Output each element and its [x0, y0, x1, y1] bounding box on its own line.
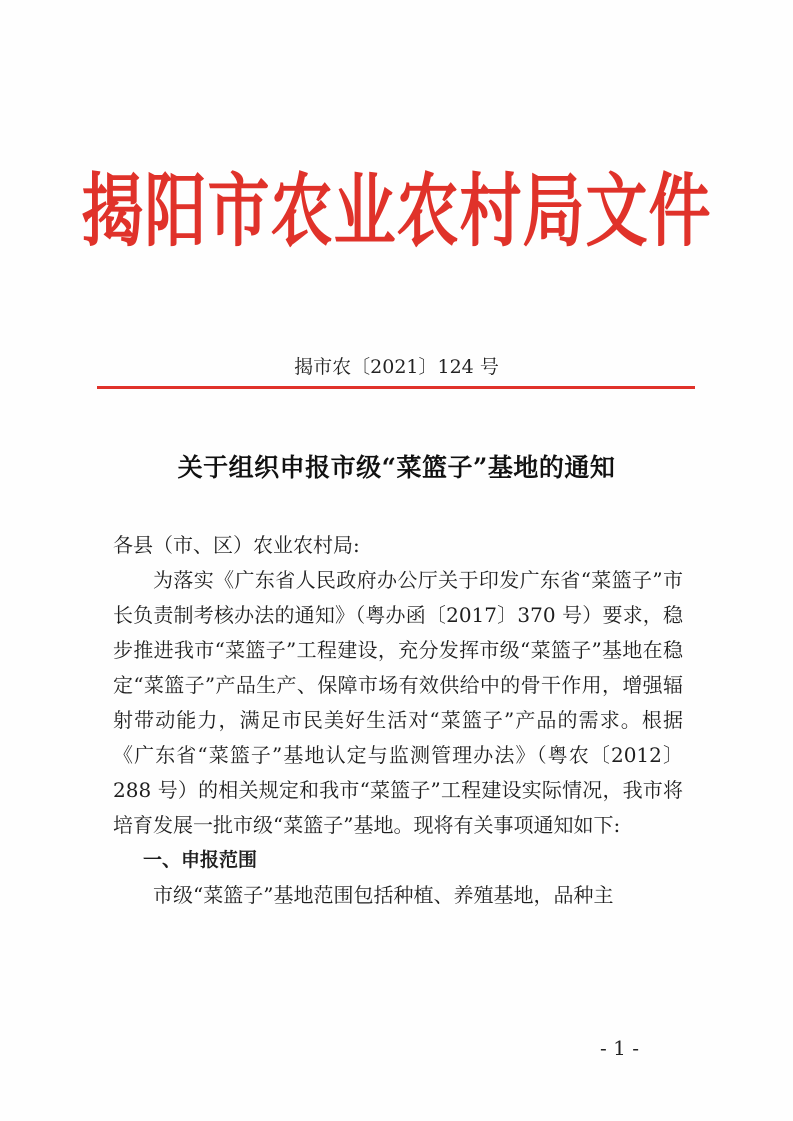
document-body	[113, 528, 683, 913]
paragraph-scope: 市级“菜篮子”基地范围包括种植、养殖基地，品种主	[153, 883, 614, 907]
notice-title: 关于组织申报市级“菜篮子”基地的通知	[177, 453, 616, 482]
salutation: 各县（市、区）农业农村局:	[113, 533, 360, 557]
section-heading-scope: 一、申报范围	[143, 849, 258, 871]
issuing-authority-header: 揭阳市农业农村局文件	[81, 164, 712, 258]
document-number: 揭市农〔2021〕124 号	[294, 356, 499, 378]
red-divider-line	[97, 386, 695, 389]
paragraph-intro: 为落实《广东省人民政府办公厅关于印发广东省“菜篮子”市长负责制考核办法的通知》（粤办函〔2017〕370 号）要求，稳步推进我市“菜篮子”工程建设，充分发挥市级“菜篮子”基地在稳定“菜篮子”产品生产、保障市场有效供给中的骨干作用，增强辐射带动能力，满足市民美好生活对“菜篮子”产品的需求。根据《广东省“菜篮子”基地认定与监测管理办法》（粤农〔2012〕288 号）的相关规定和我市“菜篮子”工程建设实际情况，我市将培育发展一批市级“菜篮子”基地。现将有关事项通知如下:	[113, 568, 683, 837]
page-number: - 1 -	[600, 1036, 639, 1060]
